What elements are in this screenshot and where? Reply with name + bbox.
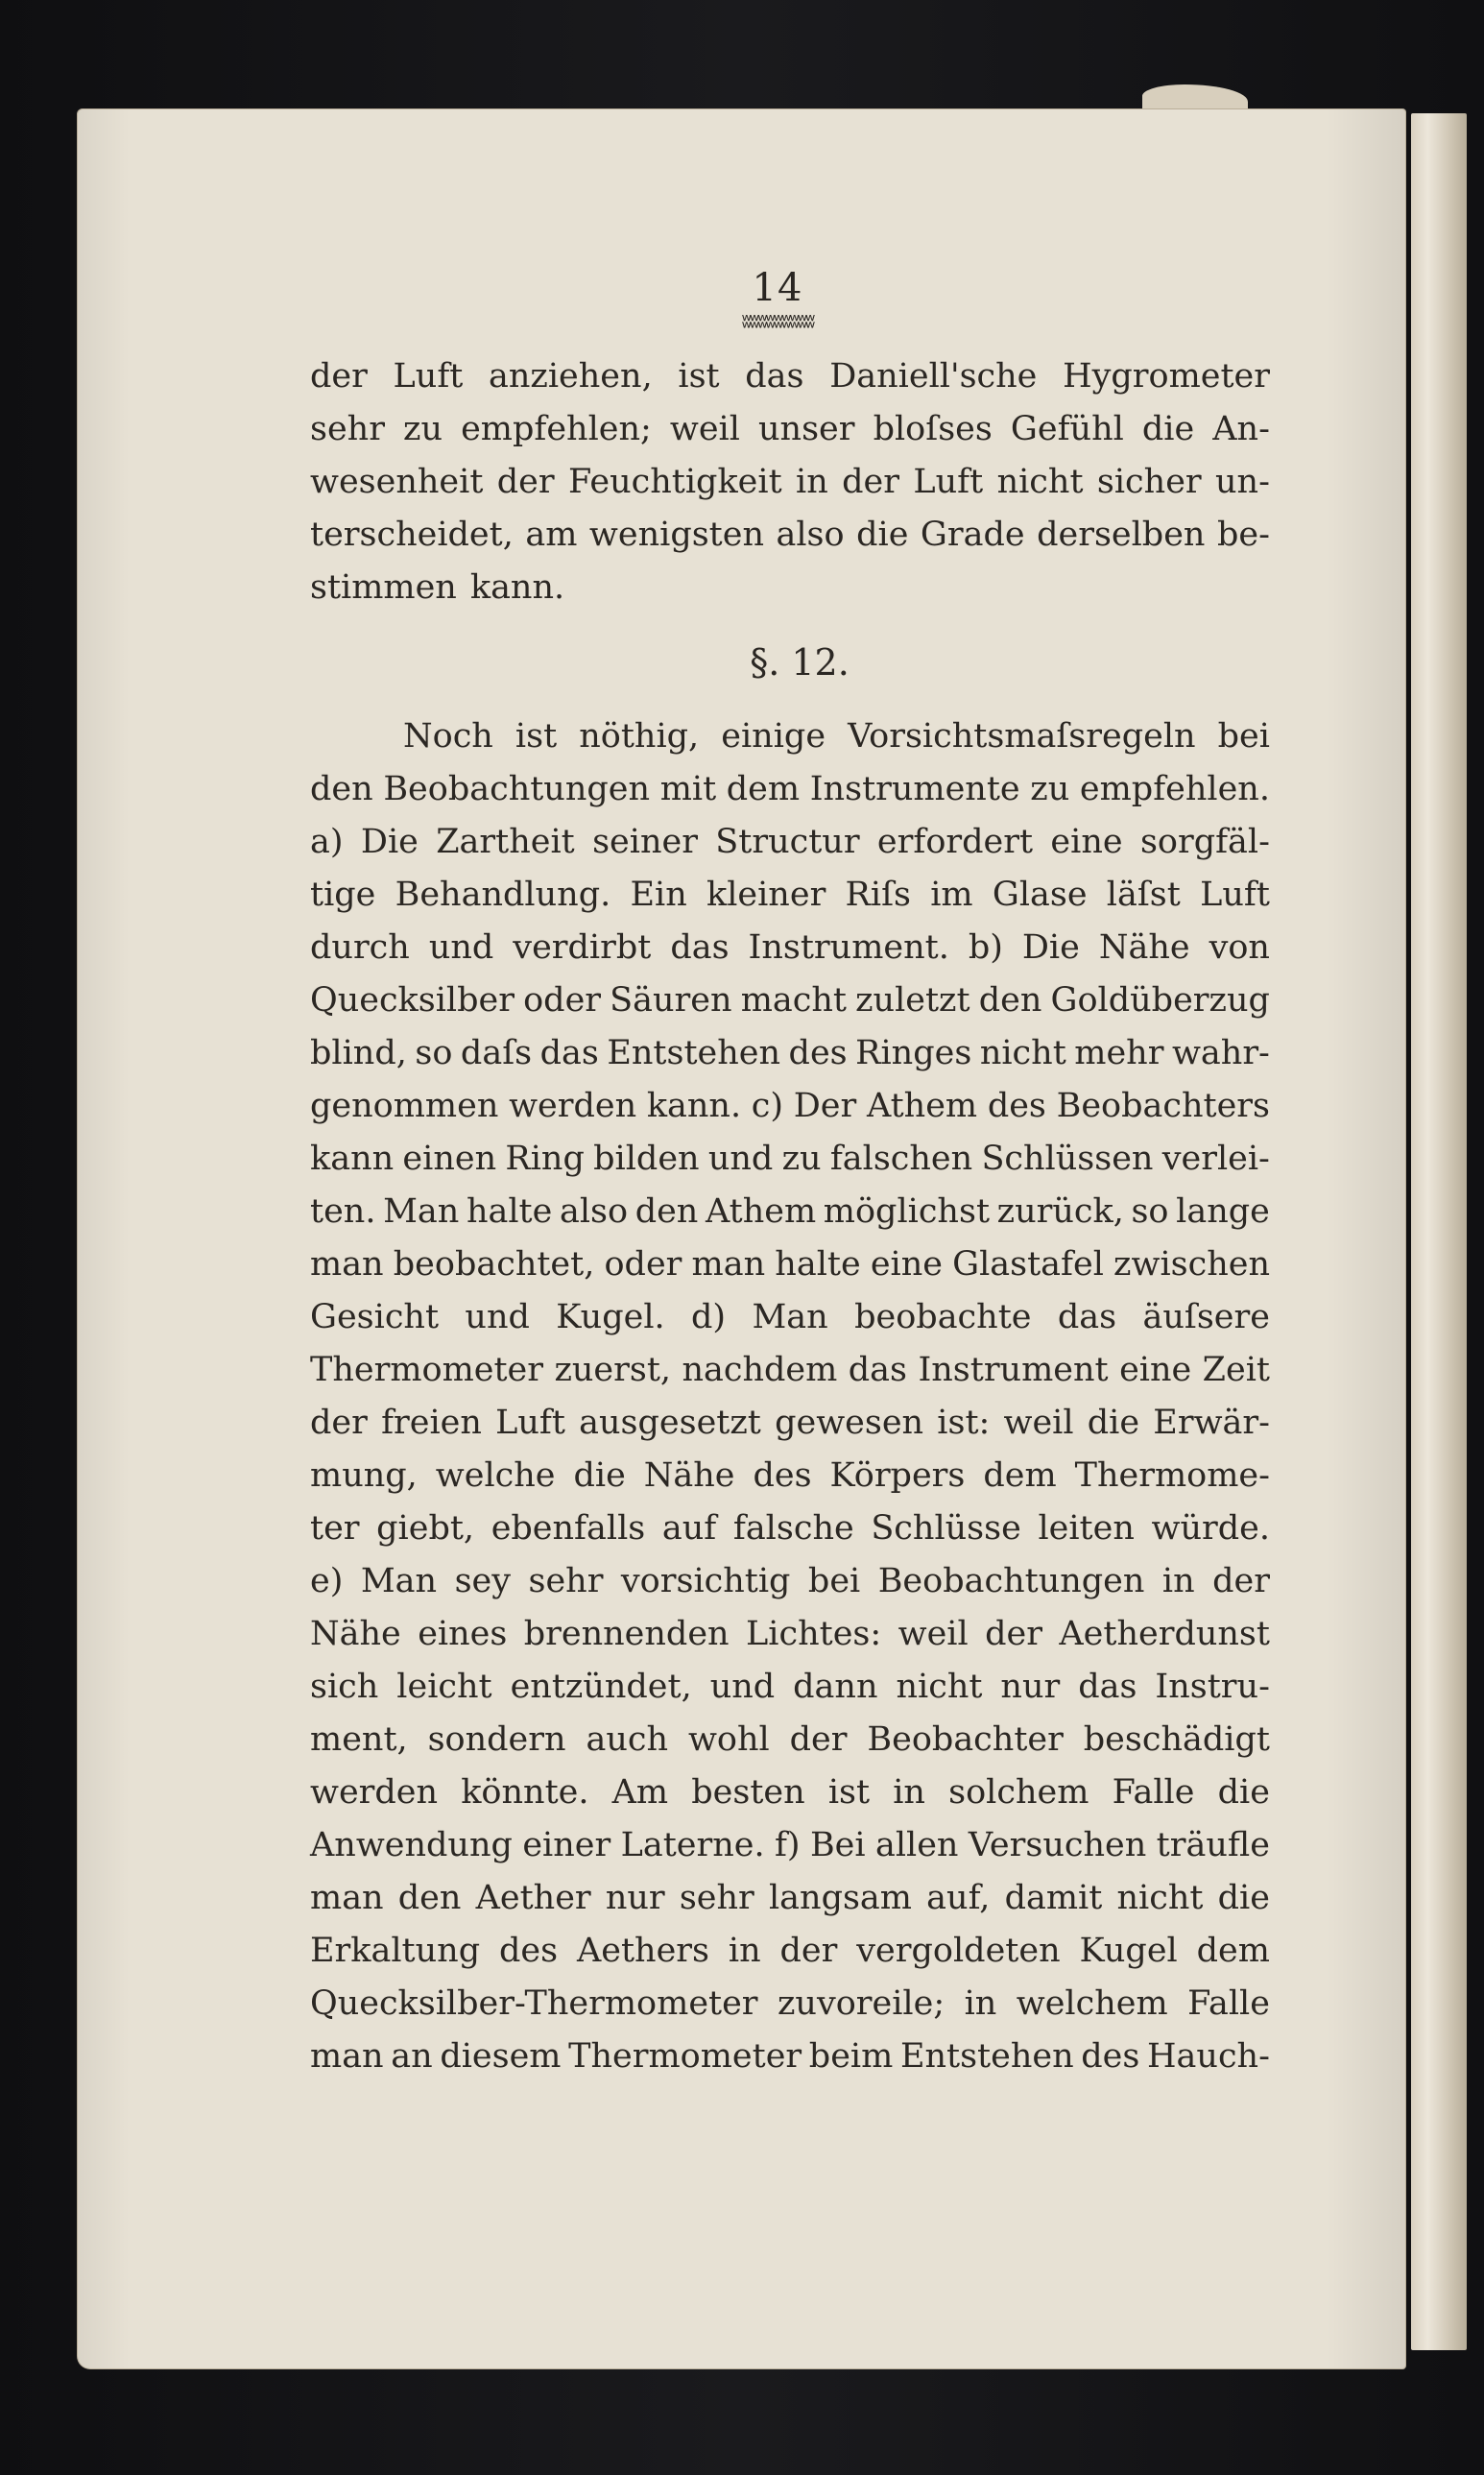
text-line: stimmen kann. xyxy=(310,568,565,607)
text-line: tige Behandlung. Ein kleiner Riſs im Glase läſst Luft xyxy=(310,876,1270,914)
page-header xyxy=(672,266,883,332)
text-line: kann einen Ring bilden und zu falschen Schlüssen verlei- xyxy=(310,1140,1270,1178)
text-line: ment, sondern auch wohl der Beobachter beschädigt xyxy=(310,1720,1270,1759)
section-heading: §. 12. xyxy=(750,641,850,684)
next-page-edge xyxy=(1411,113,1467,2350)
paragraph-top xyxy=(310,350,1270,614)
page-body xyxy=(310,350,1270,2083)
text-line: man den Aether nur sehr langsam auf, damit nicht die xyxy=(310,1879,1270,1917)
text-line: genommen werden kann. c) Der Athem des Beobachters xyxy=(310,1087,1270,1125)
text-line: Anwendung einer Laterne. f) Bei allen Versuchen träufle xyxy=(310,1826,1270,1864)
text-line: Quecksilber-Thermometer zuvoreile; in welchem Falle xyxy=(310,1984,1270,2023)
text-line: der Luft anziehen, ist das Daniell'sche Hygrometer xyxy=(310,357,1270,396)
header-ornament: ʬʬʬʬʬʬʬʬʬ xyxy=(741,309,814,332)
text-line: e) Man sey sehr vorsichtig bei Beobachtungen in der xyxy=(310,1562,1270,1600)
text-line: blind, so daſs das Entstehen des Ringes nicht mehr wahr- xyxy=(310,1034,1270,1072)
text-line: sehr zu empfehlen; weil unser bloſses Gefühl die An- xyxy=(310,410,1270,448)
page-number: 14 xyxy=(752,266,803,310)
text-line: man an diesem Thermometer beim Entstehen des Hauch- xyxy=(310,2037,1270,2076)
text-line: ter giebt, ebenfalls auf falsche Schlüsse leiten würde. xyxy=(310,1509,1270,1548)
text-line: terscheidet, am wenigsten also die Grade derselben be- xyxy=(310,516,1270,554)
text-line: Quecksilber oder Säuren macht zuletzt den Goldüberzug xyxy=(310,981,1270,1020)
text-line: sich leicht entzündet, und dann nicht nur das Instru- xyxy=(310,1668,1270,1706)
text-line: durch und verdirbt das Instrument. b) Die Nähe von xyxy=(310,928,1270,967)
text-line: man beobachtet, oder man halte eine Glastafel zwischen xyxy=(310,1245,1270,1284)
text-line: Erkaltung des Aethers in der vergoldeten Kugel dem xyxy=(310,1932,1270,1970)
text-line: werden könnte. Am besten ist in solchem Falle die xyxy=(310,1773,1270,1812)
text-line: ten. Man halte also den Athem möglichst zurück, so lange xyxy=(310,1192,1270,1231)
text-line: Noch ist nöthig, einige Vorsichtsmaſsregeln bei xyxy=(403,717,1270,756)
text-line: a) Die Zartheit seiner Structur erfordert eine sorgfäl- xyxy=(310,823,1270,861)
text-line: der freien Luft ausgesetzt gewesen ist: weil die Erwär- xyxy=(310,1404,1270,1442)
text-line: Gesicht und Kugel. d) Man beobachte das äuſsere xyxy=(310,1298,1270,1336)
text-line: den Beobachtungen mit dem Instrumente zu empfehlen. xyxy=(310,770,1270,808)
text-line: Thermometer zuerst, nachdem das Instrument eine Zeit xyxy=(310,1351,1270,1389)
text-line: Nähe eines brennenden Lichtes: weil der Aetherdunst xyxy=(310,1615,1270,1653)
text-line: mung, welche die Nähe des Körpers dem Thermome- xyxy=(310,1456,1270,1495)
paragraph-main xyxy=(310,710,1270,2083)
text-line: wesenheit der Feuchtigkeit in der Luft nicht sicher un- xyxy=(310,463,1270,501)
